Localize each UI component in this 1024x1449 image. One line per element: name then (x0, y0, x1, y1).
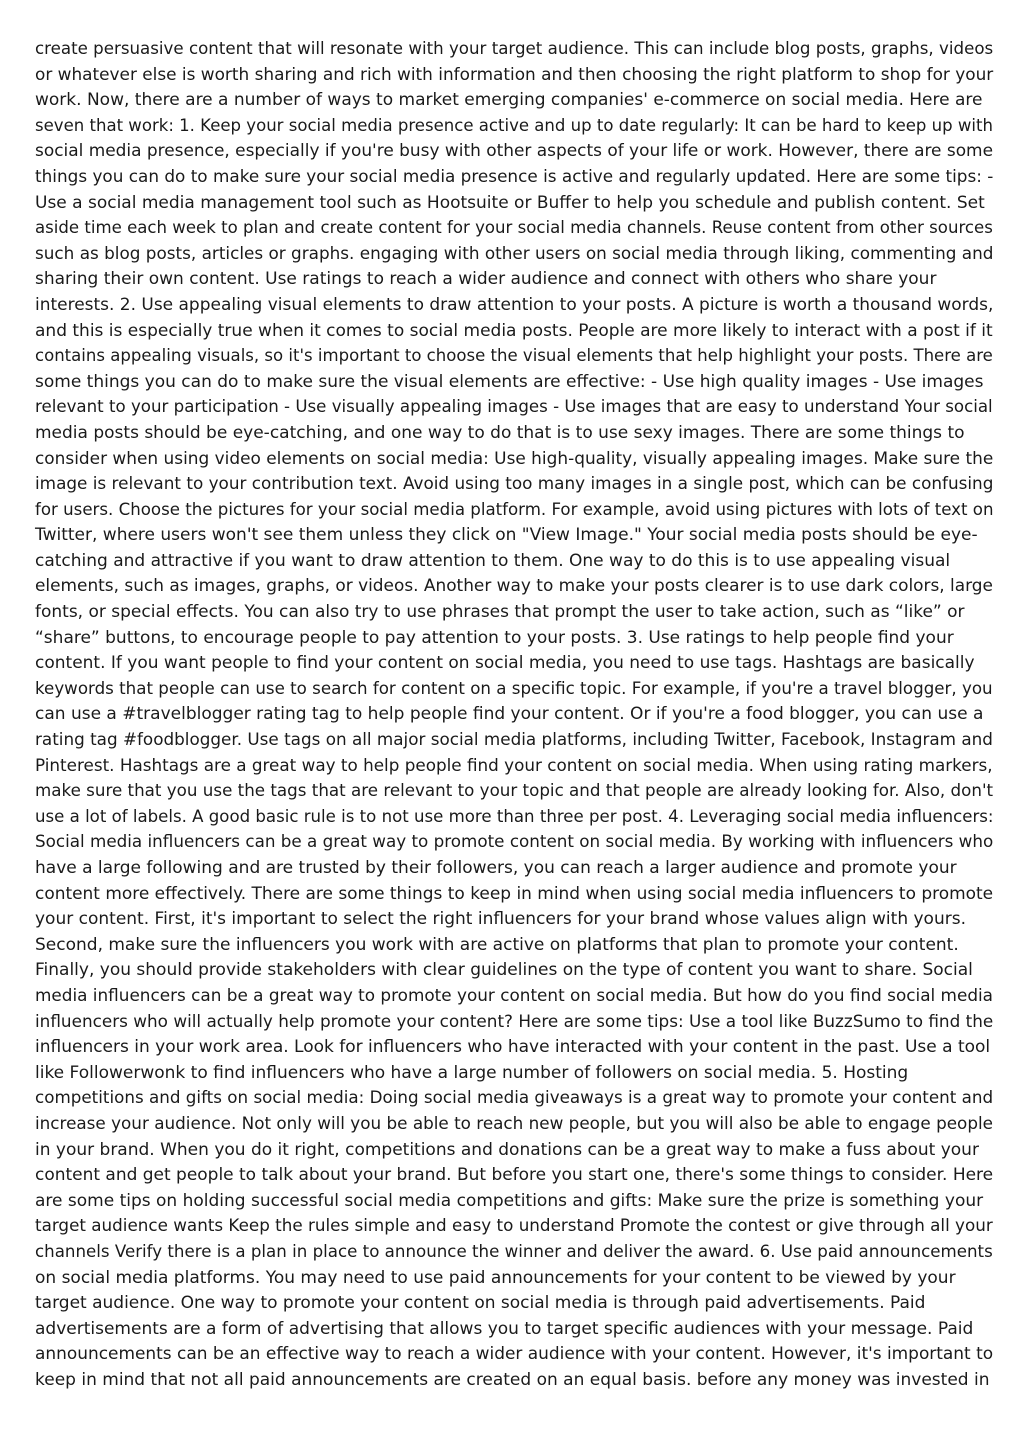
text-line: have a large following and are trusted by their followers, you can reach a larger audience and promote your (35, 858, 957, 878)
text-line: contains appealing visuals, so it's important to choose the visual elements that help highlight your posts. There are (35, 346, 993, 367)
text-line: are some tips on holding successful social media competitions and gifts: Make sure the prize is something your (35, 1190, 984, 1211)
text-line: work. Now, there are a number of ways to market emerging companies' e-commerce on social media. Here are (35, 90, 983, 111)
text-line: consider when using video elements on social media: Use high-quality, visually appealing images. Make sure the (35, 448, 994, 469)
text-line: Twitter, where users won't see them unless they click on "View Image." Your social media posts should be eye- (35, 525, 978, 546)
text-line: target audience. One way to promote your content on social media is through paid advertisements. Paid (35, 1293, 926, 1314)
text-line: keywords that people can use to search for content on a specific topic. For example, if you're a travel blogger, you (35, 678, 993, 699)
text-line: create persuasive content that will resonate with your target audience. This can include blog posts, graphs, videos (35, 39, 994, 59)
text-line: announcements can be an effective way to reach a wider audience with your content. However, it's important to (35, 1344, 994, 1365)
text-line: relevant to your participation - Use visually appealing images - Use images that are easy to understand Your social (35, 397, 993, 418)
text-line: competitions and gifts on social media: Doing social media giveaways is a great way to promote your content and (35, 1088, 994, 1109)
text-line: catching and attractive if you want to draw attention to them. One way to do this is to use appealing visual (35, 550, 951, 571)
text-line: increase your audience. Not only will you be able to reach new people, but you will also be able to engage people (35, 1113, 993, 1134)
text-line: rating tag #foodblogger. Use tags on all major social media platforms, including Twitter, Facebook, Instagram and (35, 730, 993, 751)
text-line: some things you can do to make sure the visual elements are effective: - Use high quality images - Use images (35, 371, 984, 392)
text-line: for users. Choose the pictures for your social media platform. For example, avoid using pictures with lots of text on (35, 499, 994, 520)
text-line: sharing their own content. Use ratings to reach a wider audience and connect with others who share your (35, 269, 937, 290)
text-line: Finally, you should provide stakeholders with clear guidelines on the type of content you want to share. Social (35, 960, 973, 981)
text-line: target audience wants Keep the rules simple and easy to understand Promote the contest or give through all your (35, 1216, 993, 1237)
text-line: Social media influencers can be a great way to promote content on social media. By working with influencers who (35, 832, 994, 853)
text-line: fonts, or special effects. You can also try to use phrases that prompt the user to take action, such as “like” or (35, 602, 965, 623)
text-line: influencers who will actually help promote your content? Here are some tips: Use a tool like BuzzSumo to find the (35, 1011, 994, 1032)
body-text (35, 37, 995, 1393)
text-line: keep in mind that not all paid announcements are created on an equal basis. before any money was invested in (35, 1369, 990, 1390)
text-line: influencers in your work area. Look for influencers who have interacted with your content in the past. Use a tool (35, 1037, 991, 1058)
text-line: can use a #travelblogger rating tag to help people find your content. Or if you're a food blogger, you can use a (35, 704, 984, 725)
text-line: or whatever else is worth sharing and rich with information and then choosing the right platform to shop for your (35, 64, 994, 85)
text-line: media posts should be eye-catching, and one way to do that is to use sexy images. There are some things to (35, 422, 965, 443)
text-line: image is relevant to your contribution text. Avoid using too many images in a single post, which can be confusing (35, 474, 994, 495)
text-line: seven that work: 1. Keep your social media presence active and up to date regularly: It can be hard to keep up with (35, 115, 993, 136)
text-line: Pinterest. Hashtags are a great way to help people find your content on social media. When using rating markers, (35, 755, 993, 776)
text-line: Second, make sure the influencers you work with are active on platforms that plan to promote your content. (35, 934, 959, 955)
text-line: make sure that you use the tags that are relevant to your topic and that people are already looking for. Also, don't (35, 781, 994, 802)
text-line: interests. 2. Use appealing visual elements to draw attention to your posts. A picture is worth a thousand words, (35, 294, 994, 315)
text-line: and this is especially true when it comes to social media posts. People are more likely to interact with a post if it (35, 320, 993, 341)
text-line: use a lot of labels. A good basic rule is to not use more than three per post. 4. Leveraging social media influencers: (35, 806, 994, 827)
text-line: media influencers can be a great way to promote your content on social media. But how do you find social media (35, 985, 994, 1006)
text-line: such as blog posts, articles or graphs. engaging with other users on social media through liking, commenting and (35, 243, 994, 264)
text-line: like Followerwonk to find influencers who have a large number of followers on social media. 5. Hosting (35, 1062, 909, 1083)
text-line: aside time each week to plan and create content for your social media channels. Reuse content from other sources (35, 218, 993, 239)
text-line: content more effectively. There are some things to keep in mind when using social media influencers to promote (35, 883, 994, 904)
text-line: social media presence, especially if you're busy with other aspects of your life or work. However, there are some (35, 141, 994, 162)
text-line: elements, such as images, graphs, or videos. Another way to make your posts clearer is to use dark colors, large (35, 576, 993, 597)
text-line: on social media platforms. You may need to use paid announcements for your content to be viewed by your (35, 1267, 956, 1288)
text-line: in your brand. When you do it right, competitions and donations can be a great way to make a fuss about your (35, 1139, 979, 1160)
text-line: things you can do to make sure your social media presence is active and regularly updated. Here are some tips: - (35, 166, 994, 187)
text-line: advertisements are a form of advertising that allows you to target specific audiences with your message. Paid (35, 1318, 974, 1339)
text-line: “share” buttons, to encourage people to pay attention to your posts. 3. Use ratings to help people find your (35, 627, 954, 648)
text-line: your content. First, it's important to select the right influencers for your brand whose values align with yours. (35, 909, 966, 930)
text-line: channels Verify there is a plan in place to announce the winner and deliver the award. 6. Use paid announcements (35, 1241, 993, 1262)
text-line: content. If you want people to find your content on social media, you need to use tags. Hashtags are basically (35, 653, 975, 674)
text-line: content and get people to talk about your brand. But before you start one, there's some things to consider. Here (35, 1165, 994, 1186)
text-line: Use a social media management tool such as Hootsuite or Buffer to help you schedule and publish content. Set (35, 192, 985, 213)
